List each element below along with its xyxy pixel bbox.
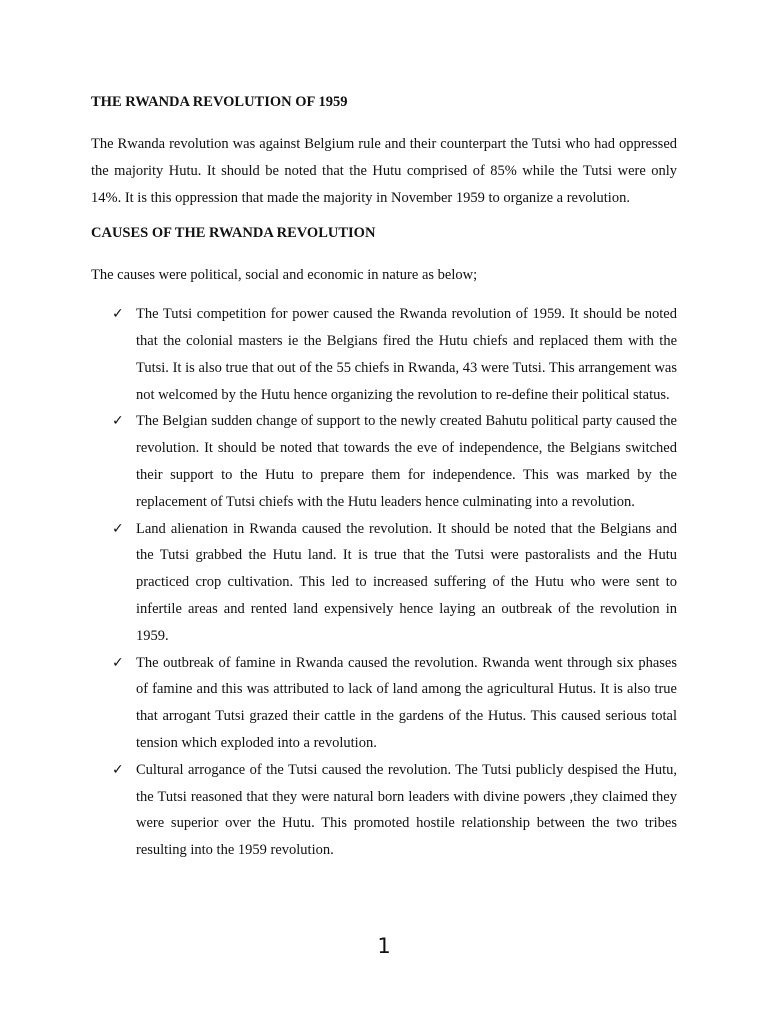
cause-item <box>91 757 677 864</box>
document-title: THE RWANDA REVOLUTION OF 1959 <box>91 94 348 110</box>
page-number: 1 <box>377 934 391 958</box>
causes-intro: The causes were political, social and economic in nature as below; <box>91 267 478 284</box>
document-body <box>91 92 677 864</box>
checkmark-icon: ✓ <box>112 761 124 778</box>
cause-item <box>91 301 677 408</box>
cause-item <box>91 516 677 650</box>
cause-text: The Tutsi competition for power caused the Rwanda revolution of 1959. It should be noted that the colonial masters ie the Belgians fired the Hutu chiefs and replaced them with the Tutsi. It is also true that out of the 55 chiefs in Rwanda, 43 were Tutsi. This arrangement was not welcomed by the Hutu hence organizing the revolution to re-define their political status. <box>136 306 677 403</box>
cause-item <box>91 650 677 757</box>
cause-text: The outbreak of famine in Rwanda caused the revolution. Rwanda went through six phases of famine and this was attributed to lack of land among the agricultural Hutus. It is also true that arrogant Tutsi grazed their cattle in the gardens of the Hutus. This caused serious total tension which exploded into a revolution. <box>136 654 677 751</box>
cause-text: The Belgian sudden change of support to the newly created Bahutu political party caused the revolution. It should be noted that towards the eve of independence, the Belgians switched their support to the Hutu to prepare them for independence. This was marked by the replacement of Tutsi chiefs with the Hutu leaders hence culminating into a revolution. <box>136 413 677 510</box>
checkmark-icon: ✓ <box>112 520 124 537</box>
causes-list <box>91 301 677 864</box>
checkmark-icon: ✓ <box>112 654 124 671</box>
cause-item <box>91 408 677 515</box>
cause-text: Cultural arrogance of the Tutsi caused the revolution. The Tutsi publicly despised the Hutu, the Tutsi reasoned that they were natural born leaders with divine powers ,they claimed they were superior over the Hutu. This promoted hostile relationship between the two tribes resulting into the 1959 revolution. <box>136 761 677 859</box>
intro-paragraph: The Rwanda revolution was against Belgium rule and their counterpart the Tutsi who had oppressed the majority Hutu. It should be noted that the Hutu comprised of 85% while the Tutsi were only 14%. It is this oppression that made the majority in November 1959 to organize a revolution. <box>91 136 677 206</box>
cause-text: Land alienation in Rwanda caused the revolution. It should be noted that the Belgians and the Tutsi grabbed the Hutu land. It is true that the Tutsi were pastoralists and the Hutu practiced crop cultivation. This led to increased suffering of the Hutu who were sent to infertile areas and rented land expensively hence laying an outbreak of the revolution in 1959. <box>136 520 677 644</box>
causes-heading: CAUSES OF THE RWANDA REVOLUTION <box>91 225 376 242</box>
checkmark-icon: ✓ <box>112 413 124 430</box>
checkmark-icon: ✓ <box>112 306 124 323</box>
